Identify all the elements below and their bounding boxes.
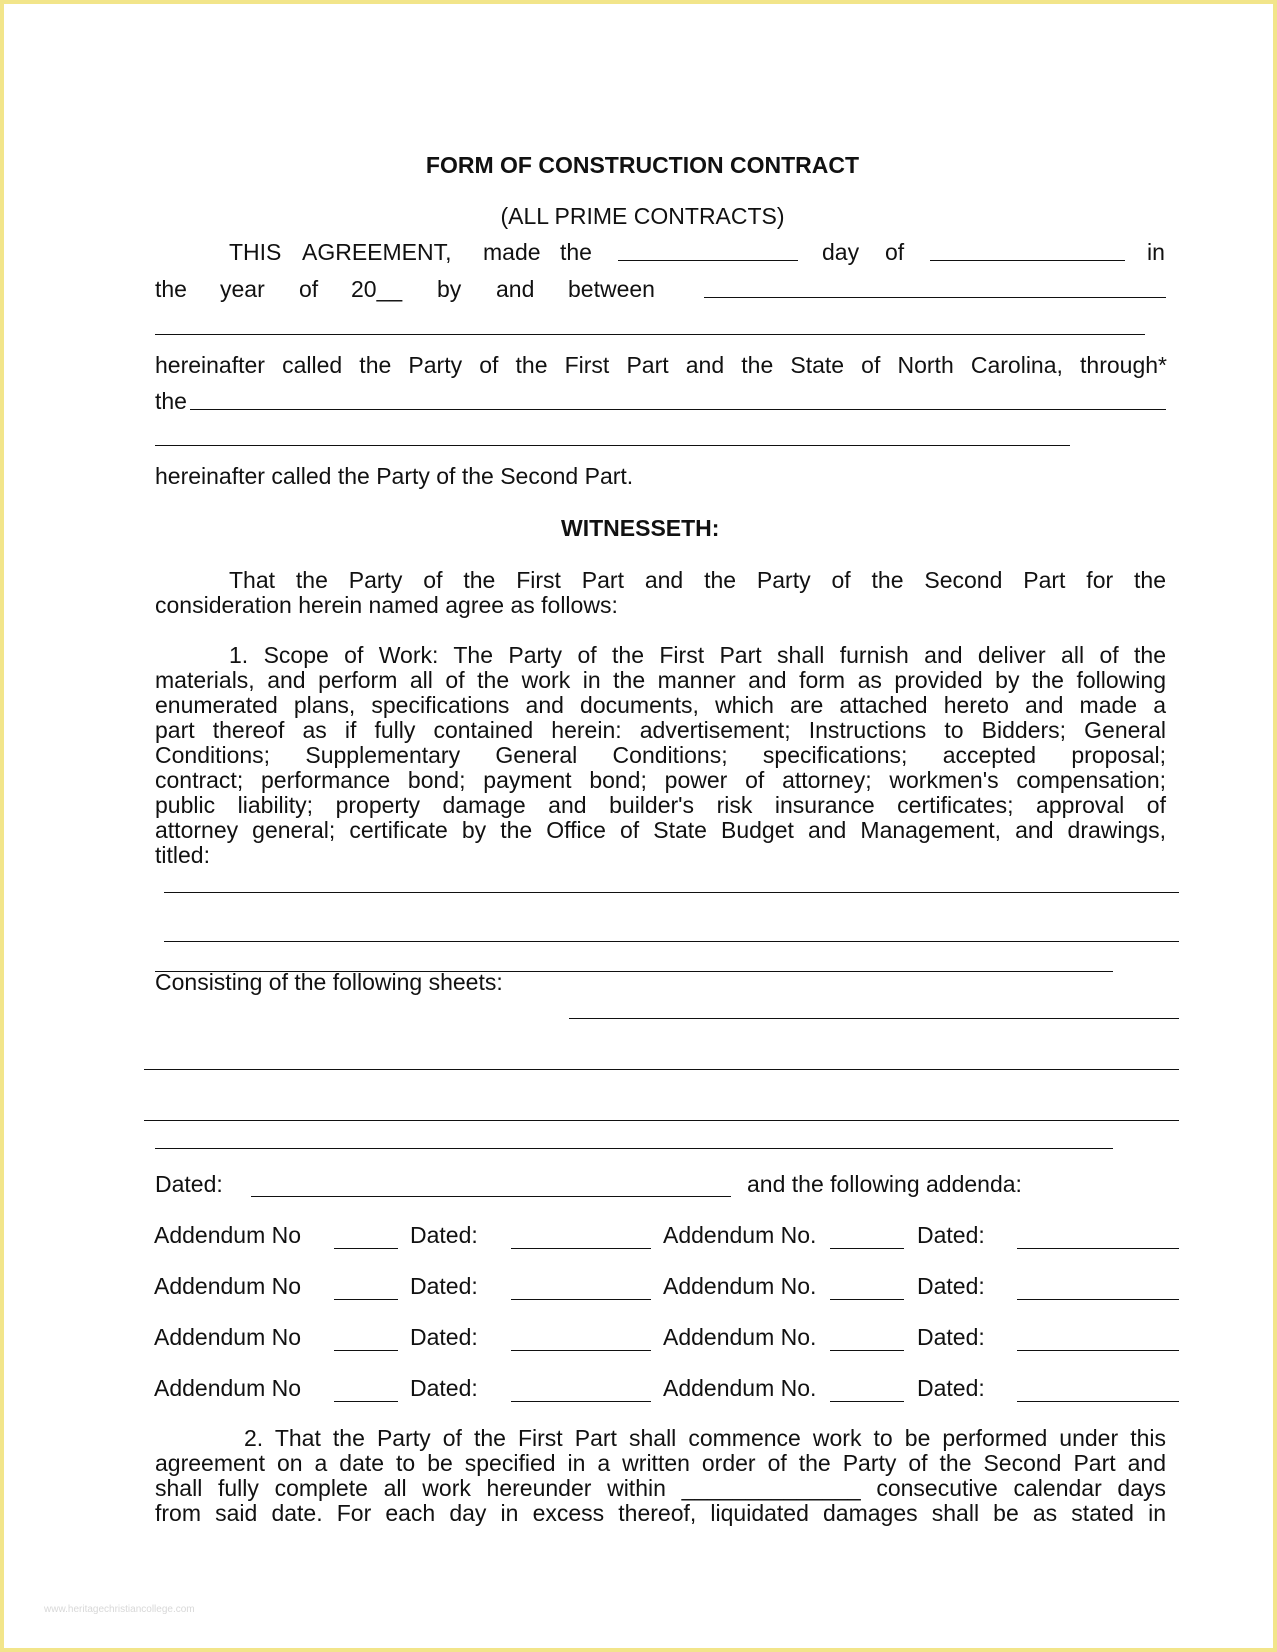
dated-left-blank[interactable] <box>511 1350 651 1351</box>
state-agency-blank[interactable] <box>190 409 1166 410</box>
agreement-word-in: in <box>1147 239 1165 265</box>
dated-right-blank[interactable] <box>1017 1401 1179 1402</box>
dated-left-blank[interactable] <box>511 1299 651 1300</box>
witnesseth-heading: WITNESSETH: <box>561 515 720 541</box>
dated-right-blank[interactable] <box>1017 1350 1179 1351</box>
dated-left-label: Dated: <box>410 1273 478 1299</box>
addendum-right-no-blank[interactable] <box>830 1299 904 1300</box>
intro-line-2: consideration herein named agree as follows: <box>155 592 618 618</box>
scope-line-1: 1. Scope of Work: The Party of the First Part shall furnish and deliver all of the <box>229 642 1166 668</box>
first-party-blank-2[interactable] <box>155 334 1145 335</box>
addendum-right-no-blank[interactable] <box>830 1248 904 1249</box>
year-field[interactable]: 20__ <box>351 276 403 302</box>
dated-blank[interactable] <box>251 1196 731 1197</box>
agreement2-word-the: the <box>155 276 187 302</box>
agreement2-word-of: of <box>299 276 319 302</box>
first-party-blank[interactable] <box>704 297 1166 298</box>
watermark-text: www.heritagechristiancollege.com <box>44 1604 195 1615</box>
addendum-right-no-blank[interactable] <box>830 1401 904 1402</box>
state-agency-blank-2[interactable] <box>155 445 1070 446</box>
scope-line-6: contract; performance bond; payment bond; power of attorney; workmen's compensation; <box>155 767 1166 793</box>
addendum-right-label: Addendum No. <box>663 1222 817 1248</box>
sheets-blank-1[interactable] <box>569 1018 1179 1019</box>
addendum-left-label: Addendum No <box>154 1324 302 1350</box>
drawings-title-blank-2[interactable] <box>164 941 1179 942</box>
dated-left-label: Dated: <box>410 1222 478 1248</box>
dated-right-label: Dated: <box>917 1222 985 1248</box>
agreement-word-made: made <box>483 239 541 265</box>
addendum-left-label: Addendum No <box>154 1375 302 1401</box>
addendum-left-no-blank[interactable] <box>334 1401 398 1402</box>
agreement-word-this: THIS <box>229 239 282 265</box>
addenda-row <box>154 1273 1179 1299</box>
sheets-blank-3[interactable] <box>144 1120 1179 1121</box>
section2-line-4: from said date. For each day in excess thereof, liquidated damages shall be as stated in <box>155 1500 1166 1526</box>
agreement-word-of: of <box>885 239 905 265</box>
dated-left-label: Dated: <box>410 1375 478 1401</box>
sheets-blank-4[interactable] <box>155 1148 1113 1149</box>
dated-left-label: Dated: <box>410 1324 478 1350</box>
addendum-left-label: Addendum No <box>154 1222 302 1248</box>
document-title: FORM OF CONSTRUCTION CONTRACT <box>425 152 860 178</box>
addendum-left-label: Addendum No <box>154 1273 302 1299</box>
dated-right-label: Dated: <box>917 1375 985 1401</box>
sheets-blank-2[interactable] <box>144 1069 1179 1070</box>
scope-line-8: attorney general; certificate by the Office of State Budget and Management, and drawings, <box>155 817 1166 843</box>
scope-line-7: public liability; property damage and builder's risk insurance certificates; approval of <box>155 792 1166 818</box>
second-part-text: hereinafter called the Party of the Second Part. <box>155 463 634 489</box>
intro-line-1: That the Party of the First Part and the Party of the Second Part for the <box>229 567 1166 593</box>
addendum-right-label: Addendum No. <box>663 1375 817 1401</box>
agreement2-word-by: by <box>437 276 462 302</box>
sheets-label: Consisting of the following sheets: <box>155 969 503 995</box>
dated-right-label: Dated: <box>917 1324 985 1350</box>
dated-right-blank[interactable] <box>1017 1299 1179 1300</box>
scope-line-4: part thereof as if fully contained herein: advertisement; Instructions to Bidders; General <box>155 717 1166 743</box>
addenda-row <box>154 1375 1179 1401</box>
dated-right-label: Dated: <box>917 1273 985 1299</box>
scope-line-3: enumerated plans, specifications and documents, which are attached hereto and made a <box>155 692 1166 718</box>
addenda-label: and the following addenda: <box>747 1171 1022 1197</box>
agreement2-word-year: year <box>220 276 265 302</box>
section2-line-3: shall fully complete all work hereunder within ______________ consecutive calendar days <box>155 1475 1166 1501</box>
agreement-word-day: day <box>822 239 860 265</box>
drawings-title-blank-1[interactable] <box>164 892 1179 893</box>
section2-line-2: agreement on a date to be specified in a written order of the Party of the Second Part and <box>155 1450 1166 1476</box>
dated-label: Dated: <box>155 1171 223 1197</box>
section2-line-1: 2. That the Party of the First Part shall commence work to be performed under this <box>244 1425 1166 1451</box>
dated-right-blank[interactable] <box>1017 1248 1179 1249</box>
agreement-word-agreement: AGREEMENT, <box>302 239 452 265</box>
the-label: the <box>155 388 187 414</box>
addenda-row <box>154 1222 1179 1248</box>
addendum-right-label: Addendum No. <box>663 1324 817 1350</box>
agreement-word-the: the <box>560 239 592 265</box>
addendum-left-no-blank[interactable] <box>334 1299 398 1300</box>
addendum-left-no-blank[interactable] <box>334 1350 398 1351</box>
addendum-right-no-blank[interactable] <box>830 1350 904 1351</box>
agreement2-word-and: and <box>496 276 535 302</box>
day-blank[interactable] <box>618 260 798 261</box>
addendum-right-label: Addendum No. <box>663 1273 817 1299</box>
agreement2-word-between: between <box>568 276 655 302</box>
first-part-text: hereinafter called the Party of the First Part and the State of North Carolina, through* <box>155 352 1167 378</box>
scope-line-2: materials, and perform all of the work in the manner and form as provided by the following <box>155 667 1166 693</box>
addendum-left-no-blank[interactable] <box>334 1248 398 1249</box>
dated-left-blank[interactable] <box>511 1248 651 1249</box>
addenda-row <box>154 1324 1179 1350</box>
scope-line-9: titled: <box>155 842 210 868</box>
scope-line-5: Conditions; Supplementary General Conditions; specifications; accepted proposal; <box>155 742 1166 768</box>
document-subtitle: (ALL PRIME CONTRACTS) <box>500 203 785 229</box>
month-blank[interactable] <box>930 260 1125 261</box>
dated-left-blank[interactable] <box>511 1401 651 1402</box>
